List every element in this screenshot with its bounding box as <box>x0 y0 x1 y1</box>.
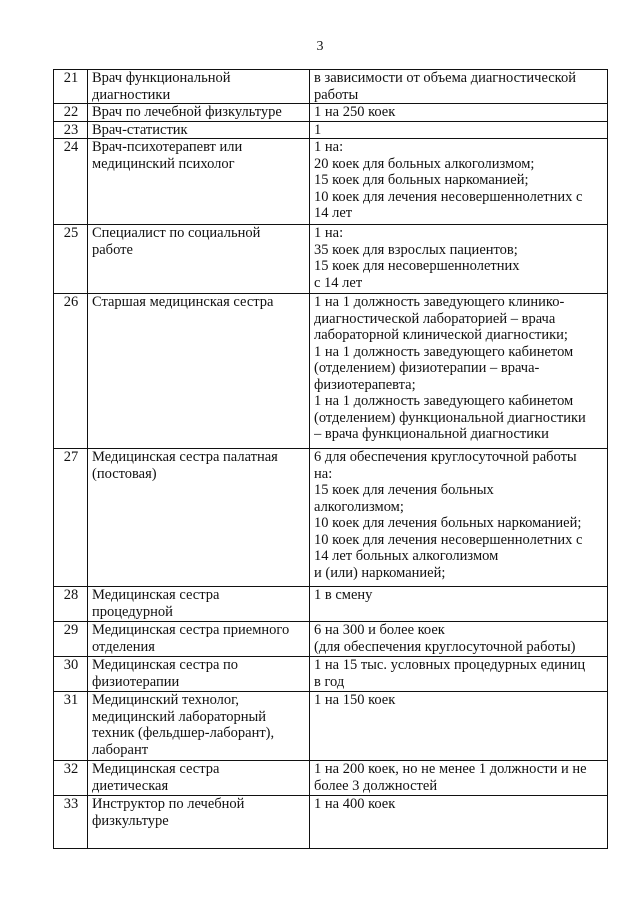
norm-line: 1 на 15 тыс. условных процедурных единиц <box>314 657 586 673</box>
position-cell <box>88 449 310 587</box>
position-cell <box>88 587 310 622</box>
norm-line: (отделением) физиотерапии – врача- <box>314 360 540 376</box>
position-line: Врач по лечебной физкультуре <box>92 104 282 120</box>
norm-line: в год <box>314 673 345 690</box>
position-cell <box>88 796 310 849</box>
staffing-norm-cell <box>310 121 608 139</box>
norm-line: 1 на 1 должность заведующего кабинетом <box>314 343 574 360</box>
table-row <box>54 796 608 849</box>
position-line: Врач-психотерапевт или <box>92 139 243 155</box>
staffing-norm-cell <box>310 294 608 449</box>
position-line: Врач-статистик <box>92 121 188 138</box>
position-line: работе <box>92 241 133 258</box>
position-line: Специалист по социальной <box>92 225 261 241</box>
staffing-norm-cell <box>310 796 608 849</box>
table-row <box>54 225 608 294</box>
norm-line: 6 для обеспечения круглосуточной работы <box>314 449 577 465</box>
norm-line: 15 коек для несовершеннолетних <box>314 258 520 274</box>
position-cell <box>88 70 310 104</box>
staffing-norm-cell <box>310 761 608 796</box>
position-line: Старшая медицинская сестра <box>92 294 274 310</box>
norm-line: 10 коек для лечения больных наркоманией; <box>314 515 582 531</box>
norm-line: алкоголизмом; <box>314 498 404 515</box>
position-line: Инструктор по лечебной <box>92 796 245 812</box>
norm-line: 1 на 200 коек, но не менее 1 должности и не <box>314 761 587 777</box>
norm-line: более 3 должностей <box>314 777 438 794</box>
norm-line: в зависимости от объема диагностической <box>314 70 577 86</box>
row-number-cell: 25 <box>54 225 88 294</box>
norm-line: 1 на 1 должность заведующего клинико- <box>314 294 565 310</box>
norm-line: и (или) наркоманией; <box>314 564 446 581</box>
position-line: техник (фельдшер-лаборант), <box>92 725 275 741</box>
staffing-norm-cell <box>310 104 608 122</box>
row-number-cell: 31 <box>54 692 88 761</box>
position-cell <box>88 139 310 225</box>
table-row <box>54 121 608 139</box>
row-number-cell: 23 <box>54 121 88 139</box>
norm-line: 1 на 250 коек <box>314 104 396 120</box>
position-line: отделения <box>92 638 155 655</box>
table-row <box>54 70 608 104</box>
position-cell <box>88 121 310 139</box>
position-line: процедурной <box>92 603 173 620</box>
position-line: (постовая) <box>92 465 157 482</box>
row-number-cell: 22 <box>54 104 88 122</box>
position-line: диагностики <box>92 86 171 103</box>
norm-line: 1 на 400 коек <box>314 796 396 812</box>
staffing-norm-cell <box>310 70 608 104</box>
row-number-cell: 32 <box>54 761 88 796</box>
staffing-norm-cell <box>310 587 608 622</box>
norm-line: 1 на: <box>314 139 344 155</box>
table-row <box>54 104 608 122</box>
table-row <box>54 139 608 225</box>
norm-line: 10 коек для лечения несовершеннолетних с <box>314 188 583 205</box>
staffing-norm-cell <box>310 657 608 692</box>
table-row <box>54 761 608 796</box>
position-cell <box>88 761 310 796</box>
row-number-cell: 28 <box>54 587 88 622</box>
table-row <box>54 692 608 761</box>
table-row <box>54 622 608 657</box>
staffing-norm-cell <box>310 449 608 587</box>
table-row <box>54 294 608 449</box>
row-number-cell: 29 <box>54 622 88 657</box>
staffing-norm-cell <box>310 622 608 657</box>
norm-line: лабораторной клинической диагностики; <box>314 327 568 343</box>
position-line: Медицинский технолог, <box>92 692 240 708</box>
position-line: Медицинская сестра палатная <box>92 449 278 465</box>
position-line: Врач функциональной <box>92 70 231 86</box>
norm-line: 1 <box>314 121 322 138</box>
row-number-cell: 27 <box>54 449 88 587</box>
position-line: Медицинская сестра <box>92 761 220 777</box>
staffing-table-body <box>54 70 608 849</box>
norm-line: диагностической лабораторией – врача <box>314 310 556 327</box>
table-row <box>54 449 608 587</box>
norm-line: 14 лет больных алкоголизмом <box>314 548 499 564</box>
staffing-norm-cell <box>310 139 608 225</box>
norm-line: 1 на 150 коек <box>314 692 396 708</box>
staffing-norm-cell <box>310 225 608 294</box>
norm-line: 1 на: <box>314 225 344 241</box>
position-line: лаборант <box>92 741 149 758</box>
position-line: Медицинская сестра приемного <box>92 622 290 638</box>
position-cell <box>88 294 310 449</box>
row-number-cell: 24 <box>54 139 88 225</box>
staffing-table <box>53 69 608 849</box>
position-line: медицинский психолог <box>92 155 235 172</box>
norm-line: с 14 лет <box>314 274 363 291</box>
row-number-cell: 33 <box>54 796 88 849</box>
position-cell <box>88 622 310 657</box>
table-row <box>54 587 608 622</box>
row-number-cell: 21 <box>54 70 88 104</box>
row-number-cell: 30 <box>54 657 88 692</box>
position-cell <box>88 657 310 692</box>
norm-line: 6 на 300 и более коек <box>314 622 445 638</box>
norm-line: – врача функциональной диагностики <box>314 426 549 442</box>
position-line: физиотерапии <box>92 673 180 690</box>
norm-line: 14 лет <box>314 205 353 221</box>
position-line: физкультуре <box>92 812 169 829</box>
table-row <box>54 657 608 692</box>
position-cell <box>88 692 310 761</box>
position-line: диетическая <box>92 777 169 794</box>
position-line: Медицинская сестра по <box>92 657 239 673</box>
page-number: 3 <box>316 39 324 54</box>
norm-line: 35 коек для взрослых пациентов; <box>314 241 518 258</box>
norm-line: (отделением) функциональной диагностики <box>314 409 586 426</box>
norm-line: 15 коек для больных наркоманией; <box>314 172 529 188</box>
norm-line: (для обеспечения круглосуточной работы) <box>314 638 576 655</box>
norm-line: 1 в смену <box>314 587 373 603</box>
position-cell <box>88 104 310 122</box>
norm-line: 10 коек для лечения несовершеннолетних с <box>314 531 583 548</box>
position-line: медицинский лабораторный <box>92 708 266 725</box>
position-line: Медицинская сестра <box>92 587 220 603</box>
norm-line: 1 на 1 должность заведующего кабинетом <box>314 393 574 409</box>
position-cell <box>88 225 310 294</box>
norm-line: физиотерапевта; <box>314 376 416 393</box>
norm-line: на: <box>314 465 333 482</box>
staffing-norm-cell <box>310 692 608 761</box>
row-number-cell: 26 <box>54 294 88 449</box>
norm-line: работы <box>314 86 359 103</box>
norm-line: 20 коек для больных алкоголизмом; <box>314 155 535 172</box>
norm-line: 15 коек для лечения больных <box>314 482 494 498</box>
